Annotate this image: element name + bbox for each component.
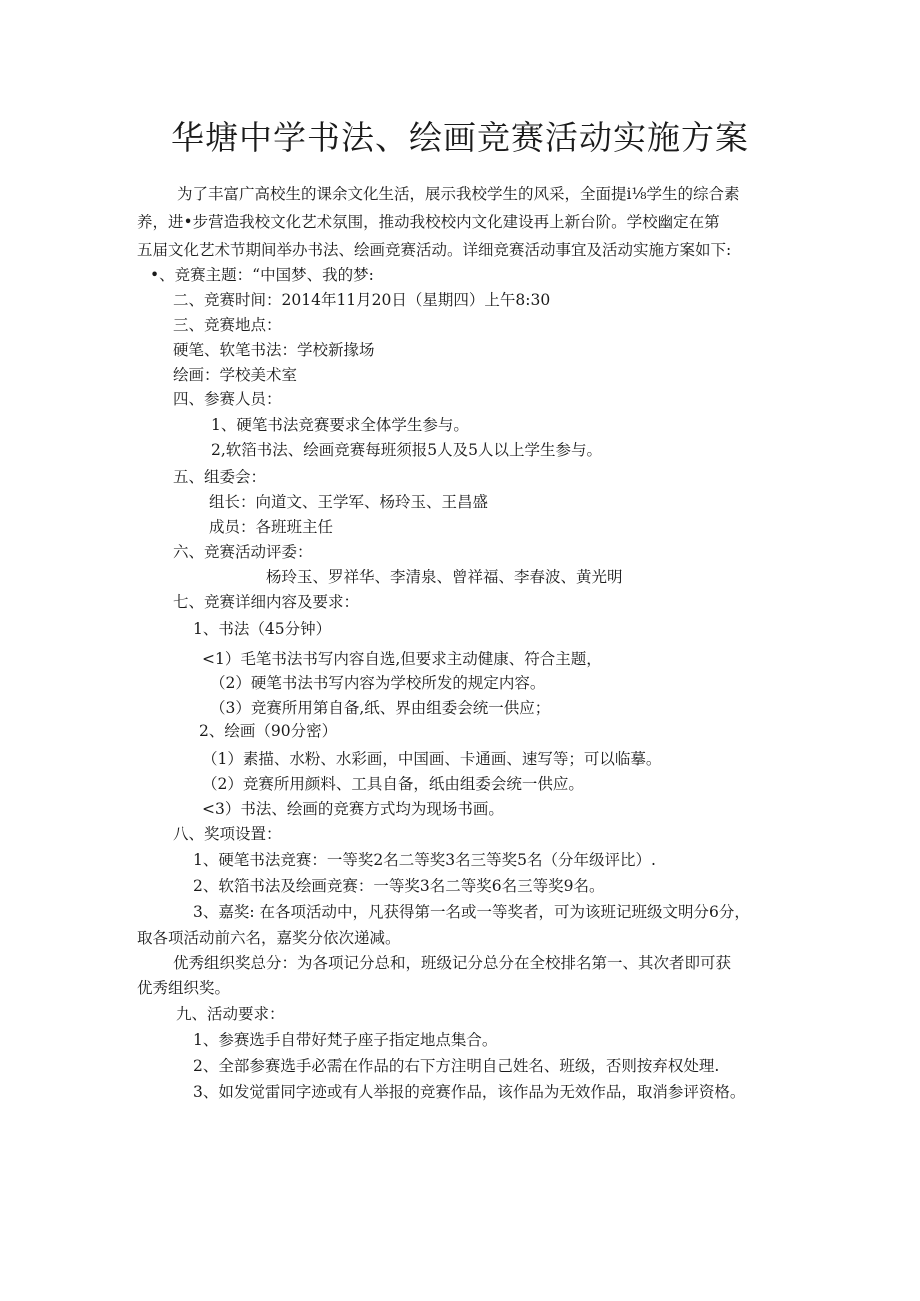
section-7-calligraphy-heading: 1、书法（45分钟） xyxy=(193,620,332,638)
section-9-heading: 九、活动要求： xyxy=(176,1005,285,1023)
section-7-painting-rule-2: （2）竞赛所用颜料、工具自备，纸由组委会统一供应。 xyxy=(202,775,584,793)
section-8-award-3-line-2: 取各项活动前六名，嘉奖分依次递减。 xyxy=(137,929,401,947)
section-9-requirement-3: 3、如发觉雷同字迹或有人举报的竞赛作品，该作品为无效作品，取消参评资格。 xyxy=(193,1083,746,1101)
section-2-time: 二、竞赛时间：2014年11月20日（星期四）上午8:30 xyxy=(173,291,551,309)
section-9-requirement-2: 2、全部参赛选手必需在作品的右下方注明自己姓名、班级，否则按弃权处理. xyxy=(193,1057,720,1075)
section-7-painting-rule-1: （1）素描、水粉、水彩画，中国画、卡通画、速写等；可以临摹。 xyxy=(202,750,662,768)
document-title: 华塘中学书法、绘画竞赛活动实施方案 xyxy=(171,118,749,157)
intro-line-3: 五届文化艺术节期间举办书法、绘画竞赛活动。详细竞赛活动事宜及活动实施方案如下: xyxy=(137,241,732,259)
section-3-calligraphy-venue: 硬笔、软笔书法：学校新掾场 xyxy=(173,341,375,359)
section-8-heading: 八、奖项设置： xyxy=(173,825,282,843)
section-9-requirement-1: 1、参赛选手自带好梵子座子指定地点集合。 xyxy=(193,1031,498,1049)
section-7-heading: 七、竞赛详细内容及要求： xyxy=(173,593,360,611)
section-4-heading: 四、参赛人员： xyxy=(173,390,282,408)
section-5-heading: 五、组委会： xyxy=(173,468,267,486)
section-8-organization-award-line-1: 优秀组织奖总分：为各项记分总和，班级记分总分在全校排名第一、其次者即可获 xyxy=(173,954,732,972)
section-8-award-1: 1、硬笔书法竞赛：一等奖2名二等奖3名三等奖5名（分年级评比）. xyxy=(193,851,656,869)
intro-line-2: 养，进•步营造我校文化艺术氛围，推动我校校内文化建设再上新台阶。学校幽定在第 xyxy=(137,213,720,231)
section-4-item-1: 1、硬笔书法竞赛要求全体学生参与。 xyxy=(211,416,469,434)
intro-line-1: 为了丰富广高校生的课余文化生活，展示我校学生的风采，全面提i⅛学生的综合素 xyxy=(177,185,740,203)
section-6-judges: 杨玲玉、罗祥华、李清泉、曾祥福、李春波、黄光明 xyxy=(266,568,623,586)
section-5-leader: 组长：向道文、王学军、杨玲玉、王昌盛 xyxy=(209,493,489,511)
section-8-award-3-line-1: 3、嘉奖: 在各项活动中，凡获得第一名或一等奖者，可为该班记班级文明分6分， xyxy=(193,903,750,921)
section-7-painting-rule-3: <3）书法、绘画的竞赛方式均为现场书画。 xyxy=(202,800,504,818)
section-5-members: 成员：各班班主任 xyxy=(209,518,334,536)
section-7-painting-heading: 2、绘画（90分密） xyxy=(199,722,338,740)
section-4-item-2: 2,软箔书法、绘画竞赛每班须报5人及5人以上学生参与。 xyxy=(211,441,603,459)
section-7-calligraphy-rule-2: （2）硬笔书法书写内容为学校所发的规定内容。 xyxy=(210,674,546,692)
section-7-calligraphy-rule-3: （3）竞赛所用第自备,纸、界由组委会统一供应； xyxy=(210,699,551,717)
section-6-heading: 六、竞赛活动评委： xyxy=(173,543,313,561)
section-7-calligraphy-rule-1: <1）毛笔书法书写内容自选,但要求主动健康、符合主题， xyxy=(202,650,602,668)
section-8-award-2: 2、软箔书法及绘画竞赛：一等奖3名二等奖6名三等奖9名。 xyxy=(193,877,605,895)
section-8-organization-award-line-2: 优秀组织奖。 xyxy=(137,979,231,997)
section-1-theme: •、竞赛主题：“中国梦、我的梦: xyxy=(150,266,374,284)
section-3-painting-venue: 绘画：学校美术室 xyxy=(173,366,298,384)
section-3-heading: 三、竞赛地点： xyxy=(173,316,282,334)
